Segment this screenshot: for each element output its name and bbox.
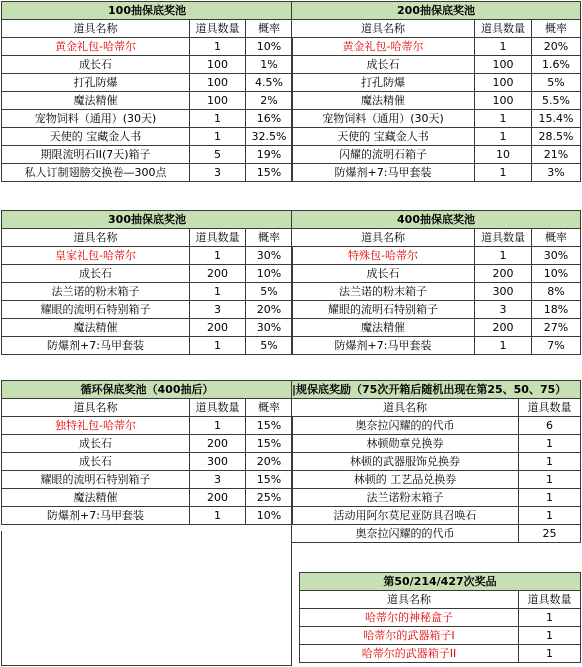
item-rate-cell: 7% xyxy=(532,337,581,355)
table-row xyxy=(2,471,293,489)
item-name-cell: 闪耀的流明石箱子 xyxy=(292,146,475,164)
table-row xyxy=(2,164,293,182)
item-rate-cell: 16% xyxy=(246,110,293,128)
table-row xyxy=(292,283,581,301)
item-name-cell: 黄金礼包-哈蒂尔 xyxy=(2,38,190,56)
column-header: 概率 xyxy=(246,229,293,247)
table-title: 300抽保底奖池 xyxy=(2,211,293,229)
item-rate-cell: 15.4% xyxy=(532,110,581,128)
item-rate-cell: 28.5% xyxy=(532,128,581,146)
item-name-cell: 防爆剂+7:马甲套装 xyxy=(2,507,190,525)
item-qty-cell: 1 xyxy=(190,128,246,146)
item-qty-cell: 1 xyxy=(190,247,246,265)
item-qty-cell: 3 xyxy=(190,471,246,489)
item-qty-cell: 1 xyxy=(519,645,581,663)
item-rate-cell: 21% xyxy=(532,146,581,164)
table-row xyxy=(292,56,581,74)
table-header-row xyxy=(292,399,581,417)
table-row xyxy=(292,337,581,355)
table-row xyxy=(292,435,581,453)
table-header-row xyxy=(292,229,581,247)
column-header: 道具数量 xyxy=(190,20,246,38)
item-name-cell: 法兰诺粉末箱子 xyxy=(292,489,519,507)
item-rate-cell: 5% xyxy=(532,74,581,92)
item-name-cell: 哈蒂尔的神秘盒子 xyxy=(300,609,519,627)
item-qty-cell: 200 xyxy=(190,265,246,283)
item-name-cell: 哈蒂尔的武器箱子I xyxy=(300,627,519,645)
table-row xyxy=(300,645,581,663)
item-rate-cell: 8% xyxy=(532,283,581,301)
item-qty-cell: 1 xyxy=(519,609,581,627)
item-name-cell: 天使的 宝藏金人书 xyxy=(2,128,190,146)
item-qty-cell: 1 xyxy=(475,38,532,56)
item-rate-cell: 15% xyxy=(246,164,293,182)
table-row xyxy=(292,265,581,283)
item-qty-cell: 1 xyxy=(519,435,581,453)
column-header: 道具数量 xyxy=(519,591,581,609)
item-name-cell: 防爆剂+7:马甲套装 xyxy=(292,337,475,355)
item-name-cell: 林顿的武器服饰兑换券 xyxy=(292,453,519,471)
item-name-cell: 成长石 xyxy=(2,56,190,74)
item-name-cell: 林顿勋章兑换券 xyxy=(292,435,519,453)
item-rate-cell: 20% xyxy=(246,301,293,319)
item-rate-cell: 5% xyxy=(246,283,293,301)
table-row xyxy=(2,489,293,507)
item-rate-cell: 2% xyxy=(246,92,293,110)
table-title-row xyxy=(292,211,581,229)
item-rate-cell: 10% xyxy=(246,38,293,56)
item-rate-cell: 25% xyxy=(246,489,293,507)
table-title-row xyxy=(2,2,293,20)
table-row xyxy=(292,146,581,164)
special-prize-table xyxy=(299,572,581,663)
item-qty-cell: 3 xyxy=(190,301,246,319)
table-header-row xyxy=(2,20,293,38)
item-rate-cell: 1% xyxy=(246,56,293,74)
table-row xyxy=(2,435,293,453)
table-header-row xyxy=(300,591,581,609)
table-row xyxy=(2,146,293,164)
item-name-cell: 法兰诺的粉末箱子 xyxy=(292,283,475,301)
table-row xyxy=(2,92,293,110)
item-name-cell: 耀眼的流明石特别箱子 xyxy=(2,301,190,319)
column-header: 概率 xyxy=(532,229,581,247)
item-qty-cell: 1 xyxy=(190,110,246,128)
pool-400-table xyxy=(291,210,581,355)
table-row xyxy=(2,283,293,301)
column-header: 道具数量 xyxy=(190,399,246,417)
table-row xyxy=(292,417,581,435)
item-rate-cell: 10% xyxy=(532,265,581,283)
item-name-cell: 防爆剂+7:马甲套装 xyxy=(292,164,475,182)
item-rate-cell: 10% xyxy=(246,507,293,525)
item-name-cell: 打孔防爆 xyxy=(292,74,475,92)
table-title: 200抽保底奖池 xyxy=(292,2,581,20)
item-rate-cell: 1.6% xyxy=(532,56,581,74)
column-header: 道具名称 xyxy=(2,229,190,247)
table-title-row xyxy=(292,2,581,20)
item-qty-cell: 1 xyxy=(190,417,246,435)
item-qty-cell: 10 xyxy=(475,146,532,164)
item-qty-cell: 1 xyxy=(475,128,532,146)
item-rate-cell: 15% xyxy=(246,435,293,453)
item-qty-cell: 1 xyxy=(190,283,246,301)
item-rate-cell: 27% xyxy=(532,319,581,337)
item-name-cell: 魔法精催 xyxy=(2,92,190,110)
item-rate-cell: 15% xyxy=(246,417,293,435)
table-row xyxy=(2,453,293,471)
item-name-cell: 特殊包-哈蒂尔 xyxy=(292,247,475,265)
table-row xyxy=(292,301,581,319)
item-name-cell: 奥奈拉闪耀的的代币 xyxy=(292,417,519,435)
item-name-cell: 成长石 xyxy=(292,265,475,283)
table-row xyxy=(292,319,581,337)
table-title: |规保底奖励（75次开箱后随机出现在第25、50、75） xyxy=(292,381,581,399)
item-qty-cell: 1 xyxy=(475,247,532,265)
item-name-cell: 防爆剂+7:马甲套装 xyxy=(2,337,190,355)
item-name-cell: 法兰诺的粉末箱子 xyxy=(2,283,190,301)
item-rate-cell: 32.5% xyxy=(246,128,293,146)
item-qty-cell: 1 xyxy=(519,507,581,525)
item-qty-cell: 5 xyxy=(190,146,246,164)
table-row xyxy=(292,74,581,92)
item-qty-cell: 6 xyxy=(519,417,581,435)
column-header: 道具数量 xyxy=(475,20,532,38)
table-header-row xyxy=(2,229,293,247)
item-qty-cell: 300 xyxy=(475,283,532,301)
column-header: 道具名称 xyxy=(292,229,475,247)
item-qty-cell: 1 xyxy=(190,337,246,355)
table-row xyxy=(300,627,581,645)
table-row xyxy=(2,56,293,74)
table-row xyxy=(292,128,581,146)
item-qty-cell: 100 xyxy=(190,74,246,92)
table-header-row xyxy=(292,20,581,38)
table-row xyxy=(2,319,293,337)
item-name-cell: 林顿的 工艺品兑换券 xyxy=(292,471,519,489)
column-header: 概率 xyxy=(246,399,293,417)
table-row xyxy=(2,301,293,319)
table-row xyxy=(2,74,293,92)
item-qty-cell: 200 xyxy=(190,319,246,337)
item-qty-cell: 25 xyxy=(519,525,581,543)
column-header: 概率 xyxy=(532,20,581,38)
item-name-cell: 魔法精催 xyxy=(2,319,190,337)
item-qty-cell: 100 xyxy=(190,92,246,110)
pool-100-table xyxy=(1,1,293,182)
pool-200-table xyxy=(291,1,581,182)
item-name-cell: 宠物饲料（通用）(30天) xyxy=(2,110,190,128)
table-row xyxy=(292,247,581,265)
item-qty-cell: 1 xyxy=(190,38,246,56)
item-rate-cell: 18% xyxy=(532,301,581,319)
table-title-row xyxy=(300,573,581,591)
item-name-cell: 皇家礼包-哈蒂尔 xyxy=(2,247,190,265)
item-qty-cell: 100 xyxy=(475,74,532,92)
table-row xyxy=(292,164,581,182)
column-header: 道具名称 xyxy=(2,399,190,417)
column-header: 道具名称 xyxy=(292,20,475,38)
item-qty-cell: 200 xyxy=(475,265,532,283)
item-qty-cell: 1 xyxy=(519,453,581,471)
item-name-cell: 打孔防爆 xyxy=(2,74,190,92)
table-title-row xyxy=(292,381,581,399)
table-title: 400抽保底奖池 xyxy=(292,211,581,229)
table-title-row xyxy=(2,381,293,399)
item-qty-cell: 1 xyxy=(475,164,532,182)
table-title: 循环保底奖池（400抽后） xyxy=(2,381,293,399)
item-rate-cell: 30% xyxy=(246,319,293,337)
table-row xyxy=(2,507,293,525)
table-title: 第50/214/427次奖品 xyxy=(300,573,581,591)
item-rate-cell: 5.5% xyxy=(532,92,581,110)
column-header: 道具名称 xyxy=(300,591,519,609)
item-rate-cell: 30% xyxy=(246,247,293,265)
item-qty-cell: 3 xyxy=(190,164,246,182)
item-name-cell: 耀眼的流明石特别箱子 xyxy=(2,471,190,489)
item-name-cell: 黄金礼包-哈蒂尔 xyxy=(292,38,475,56)
table-title-row xyxy=(2,211,293,229)
item-rate-cell: 30% xyxy=(532,247,581,265)
item-qty-cell: 3 xyxy=(475,301,532,319)
table-row xyxy=(292,507,581,525)
table-row xyxy=(292,453,581,471)
loop-pool-blank-area xyxy=(1,531,292,666)
table-row xyxy=(2,38,293,56)
item-name-cell: 活动用阿尔莫尼亚防具召唤石 xyxy=(292,507,519,525)
item-name-cell: 耀眼的流明石特别箱子 xyxy=(292,301,475,319)
item-name-cell: 天使的 宝藏金人书 xyxy=(292,128,475,146)
item-name-cell: 魔法精催 xyxy=(292,92,475,110)
column-header: 道具数量 xyxy=(190,229,246,247)
item-qty-cell: 1 xyxy=(475,110,532,128)
item-rate-cell: 20% xyxy=(532,38,581,56)
item-qty-cell: 1 xyxy=(190,507,246,525)
item-name-cell: 魔法精催 xyxy=(292,319,475,337)
item-qty-cell: 200 xyxy=(190,489,246,507)
table-row xyxy=(292,110,581,128)
table-row xyxy=(292,489,581,507)
item-name-cell: 魔法精催 xyxy=(2,489,190,507)
table-row xyxy=(2,265,293,283)
item-name-cell: 哈蒂尔的武器箱子II xyxy=(300,645,519,663)
fixed-reward-table xyxy=(291,380,581,543)
column-header: 道具名称 xyxy=(292,399,519,417)
item-qty-cell: 1 xyxy=(475,337,532,355)
item-rate-cell: 10% xyxy=(246,265,293,283)
item-rate-cell: 19% xyxy=(246,146,293,164)
item-qty-cell: 100 xyxy=(190,56,246,74)
item-name-cell: 独特礼包-哈蒂尔 xyxy=(2,417,190,435)
table-row xyxy=(292,38,581,56)
item-rate-cell: 20% xyxy=(246,453,293,471)
column-header: 道具名称 xyxy=(2,20,190,38)
table-row xyxy=(300,609,581,627)
item-qty-cell: 1 xyxy=(519,627,581,645)
table-row xyxy=(2,110,293,128)
item-qty-cell: 100 xyxy=(475,56,532,74)
column-header: 道具数量 xyxy=(519,399,581,417)
column-header: 概率 xyxy=(246,20,293,38)
item-qty-cell: 200 xyxy=(475,319,532,337)
table-row xyxy=(2,337,293,355)
item-name-cell: 宠物饲料（通用）(30天) xyxy=(292,110,475,128)
item-qty-cell: 100 xyxy=(475,92,532,110)
table-header-row xyxy=(2,399,293,417)
item-qty-cell: 1 xyxy=(519,489,581,507)
table-row xyxy=(292,471,581,489)
table-row xyxy=(2,247,293,265)
item-name-cell: 期限流明石II(7天)箱子 xyxy=(2,146,190,164)
loop-pool-table xyxy=(1,380,293,525)
table-row xyxy=(292,525,581,543)
item-rate-cell: 5% xyxy=(246,337,293,355)
item-name-cell: 成长石 xyxy=(2,453,190,471)
item-name-cell: 奥奈拉闪耀的的代币 xyxy=(292,525,519,543)
item-rate-cell: 15% xyxy=(246,471,293,489)
table-row xyxy=(2,128,293,146)
pool-300-table xyxy=(1,210,293,355)
table-title: 100抽保底奖池 xyxy=(2,2,293,20)
item-name-cell: 私人订制翅膀交换卷—300点 xyxy=(2,164,190,182)
item-qty-cell: 1 xyxy=(519,471,581,489)
item-name-cell: 成长石 xyxy=(2,265,190,283)
item-qty-cell: 200 xyxy=(190,435,246,453)
item-rate-cell: 3% xyxy=(532,164,581,182)
item-name-cell: 成长石 xyxy=(2,435,190,453)
item-rate-cell: 4.5% xyxy=(246,74,293,92)
column-header: 道具数量 xyxy=(475,229,532,247)
item-name-cell: 成长石 xyxy=(292,56,475,74)
table-row xyxy=(292,92,581,110)
item-qty-cell: 300 xyxy=(190,453,246,471)
table-row xyxy=(2,417,293,435)
